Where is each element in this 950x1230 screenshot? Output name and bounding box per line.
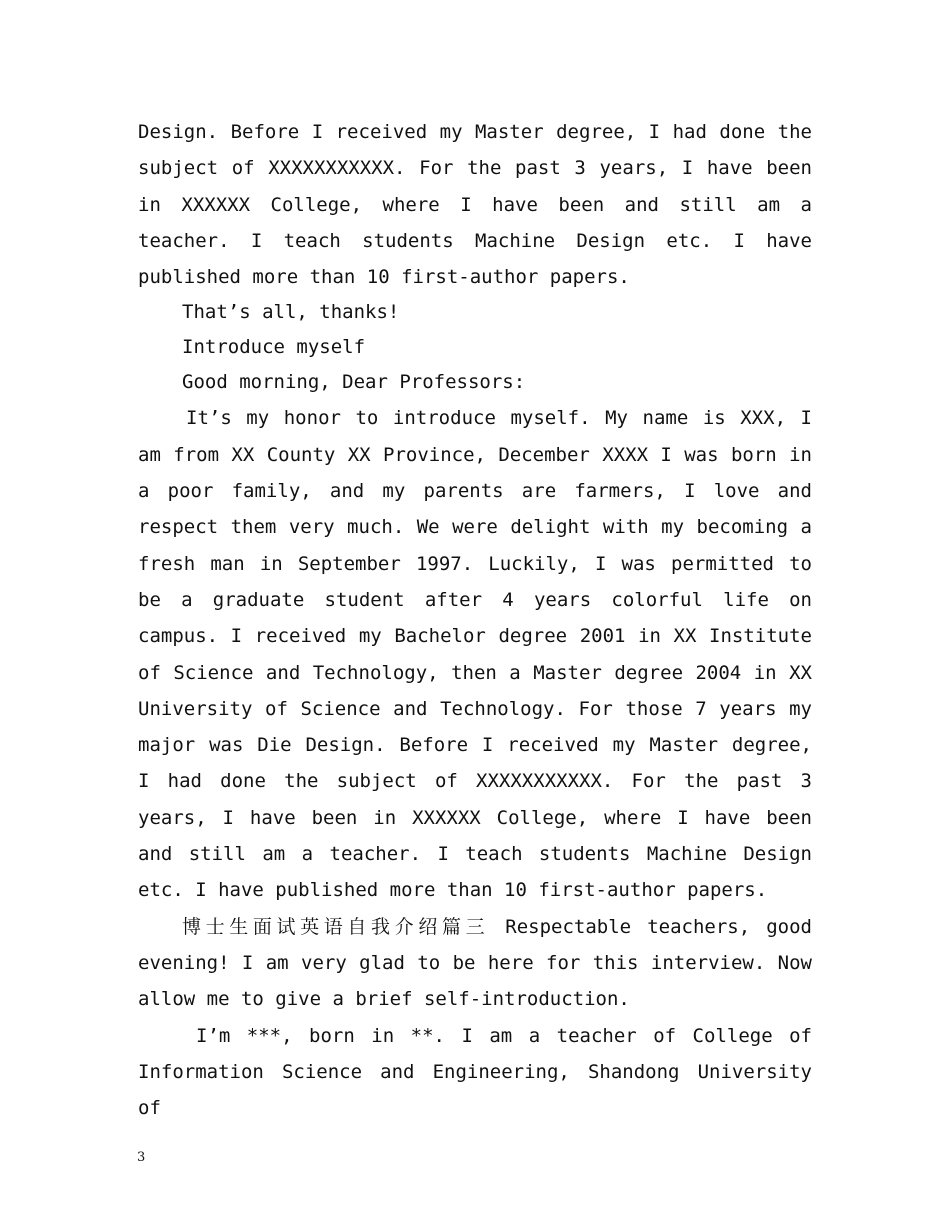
- document-body: [138, 114, 812, 1126]
- section-heading: 博士生面试英语自我介绍篇三: [182, 915, 490, 938]
- paragraph-teacher-intro: I’m ***, born in **. I am a teacher of College of Information Science and Engineering, Shandong University of: [138, 1024, 812, 1120]
- page-number: 3: [137, 1150, 146, 1165]
- paragraph-self-introduction: It’s my honor to introduce myself. My name is XXX, I am from XX County XX Province, December XXXX I was born in a poor family, and my parents are farmers, I love and respect them very much. We were delight with my becoming a fresh man in September 1997. Luckily, I was permitted to be a graduate student after 4 years colorful life on campus. I received my Bachelor degree 2001 in XX Institute of Science and Technology, then a Master degree 2004 in XX University of Science and Technology. For those 7 years my major was Die Design. Before I received my Master degree, I had done the subject of XXXXXXXXXXX. For the past 3 years, I have been in XXXXXX College, where I have been and still am a teacher. I teach students Machine Design etc. I have published more than 10 first-author papers.: [138, 407, 812, 902]
- paragraph-introduce-myself: Introduce myself: [182, 336, 366, 359]
- paragraph-thanks: That’s all, thanks!: [182, 301, 400, 324]
- paragraph-greeting: Good morning, Dear Professors:: [182, 371, 526, 394]
- paragraph-continued-bio: Design. Before I received my Master degree, I had done the subject of XXXXXXXXXXX. For the past 3 years, I have been in XXXXXX College, where I have been and still am a teacher. I teach students Machine Design etc. I have published more than 10 first-author papers.: [138, 121, 812, 289]
- paragraph-section-three: [138, 909, 812, 1018]
- section-opening-text: Respectable teachers, good evening! I am very glad to be here for this interview. Now allow me to give a brief self-introduction.: [138, 915, 812, 1011]
